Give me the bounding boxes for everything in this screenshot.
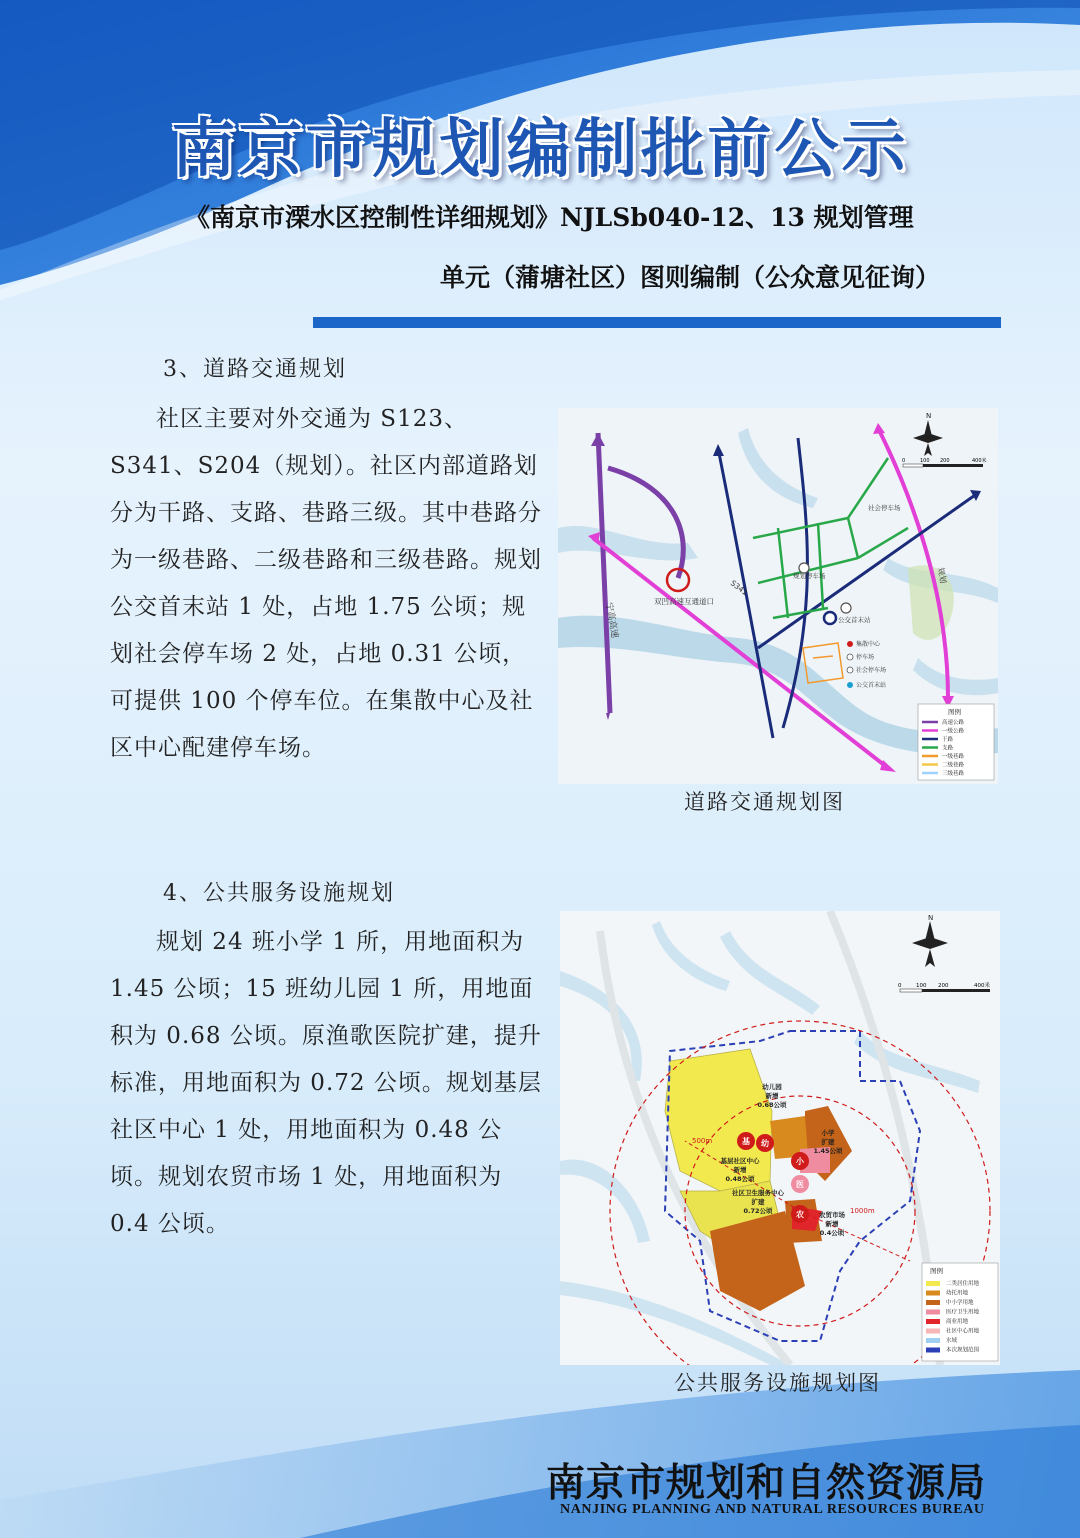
radius-500m-label: 500m <box>692 1137 713 1145</box>
map2-legend-label-5: 社区中心用地 <box>946 1328 980 1335</box>
map2-legend-label-6: 水域 <box>946 1338 958 1344</box>
map2-scale-1: 100 <box>916 983 927 989</box>
kindergarten-name: 幼儿园 <box>762 1083 782 1091</box>
map1-legend-label-6: 三级巷路 <box>942 771 965 777</box>
section-4-heading: 4、公共服务设施规划 <box>163 881 395 906</box>
health-center-status: 扩建 <box>751 1198 765 1206</box>
health-center-name: 社区卫生服务中心 <box>732 1189 784 1197</box>
expressway-label: 宁高高速 <box>603 601 620 639</box>
section-3-heading: 3、道路交通规划 <box>163 357 347 382</box>
school-name: 小学 <box>821 1129 835 1137</box>
badge-farmers-market: 农 <box>796 1210 804 1219</box>
map1-parking-label-2: 规划停车场 <box>793 572 826 580</box>
kindergarten-status: 新增 <box>765 1092 779 1100</box>
radius-1000m-label: 1000m <box>850 1207 875 1215</box>
map2-legend-swatch-4 <box>926 1319 940 1324</box>
kindergarten-area: 0.68公顷 <box>757 1101 787 1109</box>
map2-legend-title: 图例 <box>930 1267 943 1275</box>
map2-legend-label-1: 幼托用地 <box>946 1290 969 1297</box>
map1-legend-label-2: 干路 <box>942 737 954 743</box>
map1-legend-label-1: 一级公路 <box>942 728 965 735</box>
school-area: 1.45公顷 <box>813 1147 843 1155</box>
map2-legend-label-0: 二类居住用地 <box>946 1281 980 1287</box>
map2-legend-label-3: 医疗卫生用地 <box>946 1309 980 1316</box>
map2-legend-swatch-7 <box>926 1348 940 1353</box>
map1-north-label: N <box>926 412 932 420</box>
map1-point-legend-0: 集散中心 <box>856 641 881 648</box>
community-center-status: 新增 <box>733 1166 747 1174</box>
organization-name-cn: 南京市规划和自然资源局 <box>546 1460 987 1506</box>
map2-legend-label-2: 中小学用地 <box>946 1300 974 1306</box>
public-service-map-drawing <box>560 911 1000 1365</box>
map1-legend-label-3: 支路 <box>942 745 954 752</box>
map1-scale-2: 200 <box>940 458 950 464</box>
subtitle-line-1: 《南京市溧水区控制性详细规划》NJLSb040-12、13 规划管理 <box>185 203 914 232</box>
map1-point-legend-1: 停车场 <box>856 654 875 661</box>
map1-legend-label-4: 一级巷路 <box>942 754 965 760</box>
road-traffic-map <box>558 408 998 784</box>
section-4-body: 规划 24 班小学 1 所，用地面积为 1.45 公顷；15 班幼儿园 1 所，用地面积为 0.68 公顷。原渔歌医院扩建，提升标准，用地面积为 0.72 公顷。规划基层社区中心 1 处，用地面积为 0.48 公顷。规划农贸市场 1 处，用地面积为 0.4 公顷。 <box>110 929 542 1237</box>
map2-scale-2: 200 <box>938 983 949 989</box>
map1-point-legend-3: 公交首末站 <box>856 682 887 689</box>
map1-legend-label-0: 高速公路 <box>942 720 965 726</box>
map1-point-legend-2: 社会停车场 <box>856 667 887 674</box>
market-area: 0.4公顷 <box>819 1229 845 1237</box>
planned-road-label: 规划 <box>936 566 948 585</box>
map2-legend-swatch-2 <box>926 1300 940 1305</box>
map2-legend-swatch-3 <box>926 1310 940 1315</box>
map2-scale-3: 400米 <box>974 983 990 989</box>
organization-name-en: NANJING PLANNING AND NATURAL RESOURCES BUREAU <box>560 1502 985 1517</box>
badge-kindergarten: 幼 <box>761 1139 769 1148</box>
school-status: 扩建 <box>821 1138 835 1146</box>
interchange-label: 双凹高速互通道口 <box>654 597 714 606</box>
map2-scale-0: 0 <box>898 983 902 989</box>
map1-bus-station-label: 公交首末站 <box>838 616 871 624</box>
map1-parking-label-1: 社会停车场 <box>868 504 901 512</box>
map1-scale-3: 400米 <box>972 458 987 464</box>
map1-legend-title: 图例 <box>948 708 961 716</box>
s341-label: S341 <box>728 578 750 598</box>
community-center-area: 0.48公顷 <box>725 1175 755 1183</box>
map2-legend-swatch-6 <box>926 1338 940 1343</box>
road-traffic-map-drawing <box>558 408 998 784</box>
map2-north-label: N <box>928 914 934 922</box>
subtitle-line-2: 单元（蒲塘社区）图则编制（公众意见征询） <box>439 263 940 292</box>
badge-community-center: 基 <box>742 1137 750 1146</box>
community-center-name: 基层社区中心 <box>720 1157 760 1165</box>
public-service-map-caption: 公共服务设施规划图 <box>674 1371 881 1395</box>
page-title: 南京市规划编制批前公示 <box>171 112 909 187</box>
road-traffic-map-caption: 道路交通规划图 <box>684 790 845 814</box>
map2-legend-swatch-5 <box>926 1329 940 1334</box>
title-divider <box>313 317 1001 328</box>
map2-legend-label-4: 商业用地 <box>946 1319 969 1325</box>
section-3-body: 社区主要对外交通为 S123、S341、S204（规划）。社区内部道路划分为干路、支路、巷路三级。其中巷路分为一级巷路、二级巷路和三级巷路。规划公交首末站 1 处，占地 1.75 公顷；规划社会停车场 2 处，占地 0.31 公顷，可提供 100 个停车位。在集散中心及社区中心配建停车场。 <box>110 406 542 761</box>
market-name: 农贸市场 <box>819 1211 845 1219</box>
market-status: 新增 <box>825 1220 839 1228</box>
map2-legend-label-7: 本次规划范围 <box>946 1347 980 1354</box>
badge-health-center: 医 <box>796 1180 804 1189</box>
map2-legend-swatch-1 <box>926 1291 940 1296</box>
public-service-map <box>560 911 1000 1365</box>
map1-scale-0: 0 <box>902 458 906 464</box>
health-center-area: 0.72公顷 <box>743 1207 773 1215</box>
badge-primary-school: 小 <box>796 1157 804 1166</box>
map1-scale-1: 100 <box>920 458 930 464</box>
map1-legend-label-5: 二级巷路 <box>942 762 965 769</box>
map2-legend-swatch-0 <box>926 1281 940 1286</box>
